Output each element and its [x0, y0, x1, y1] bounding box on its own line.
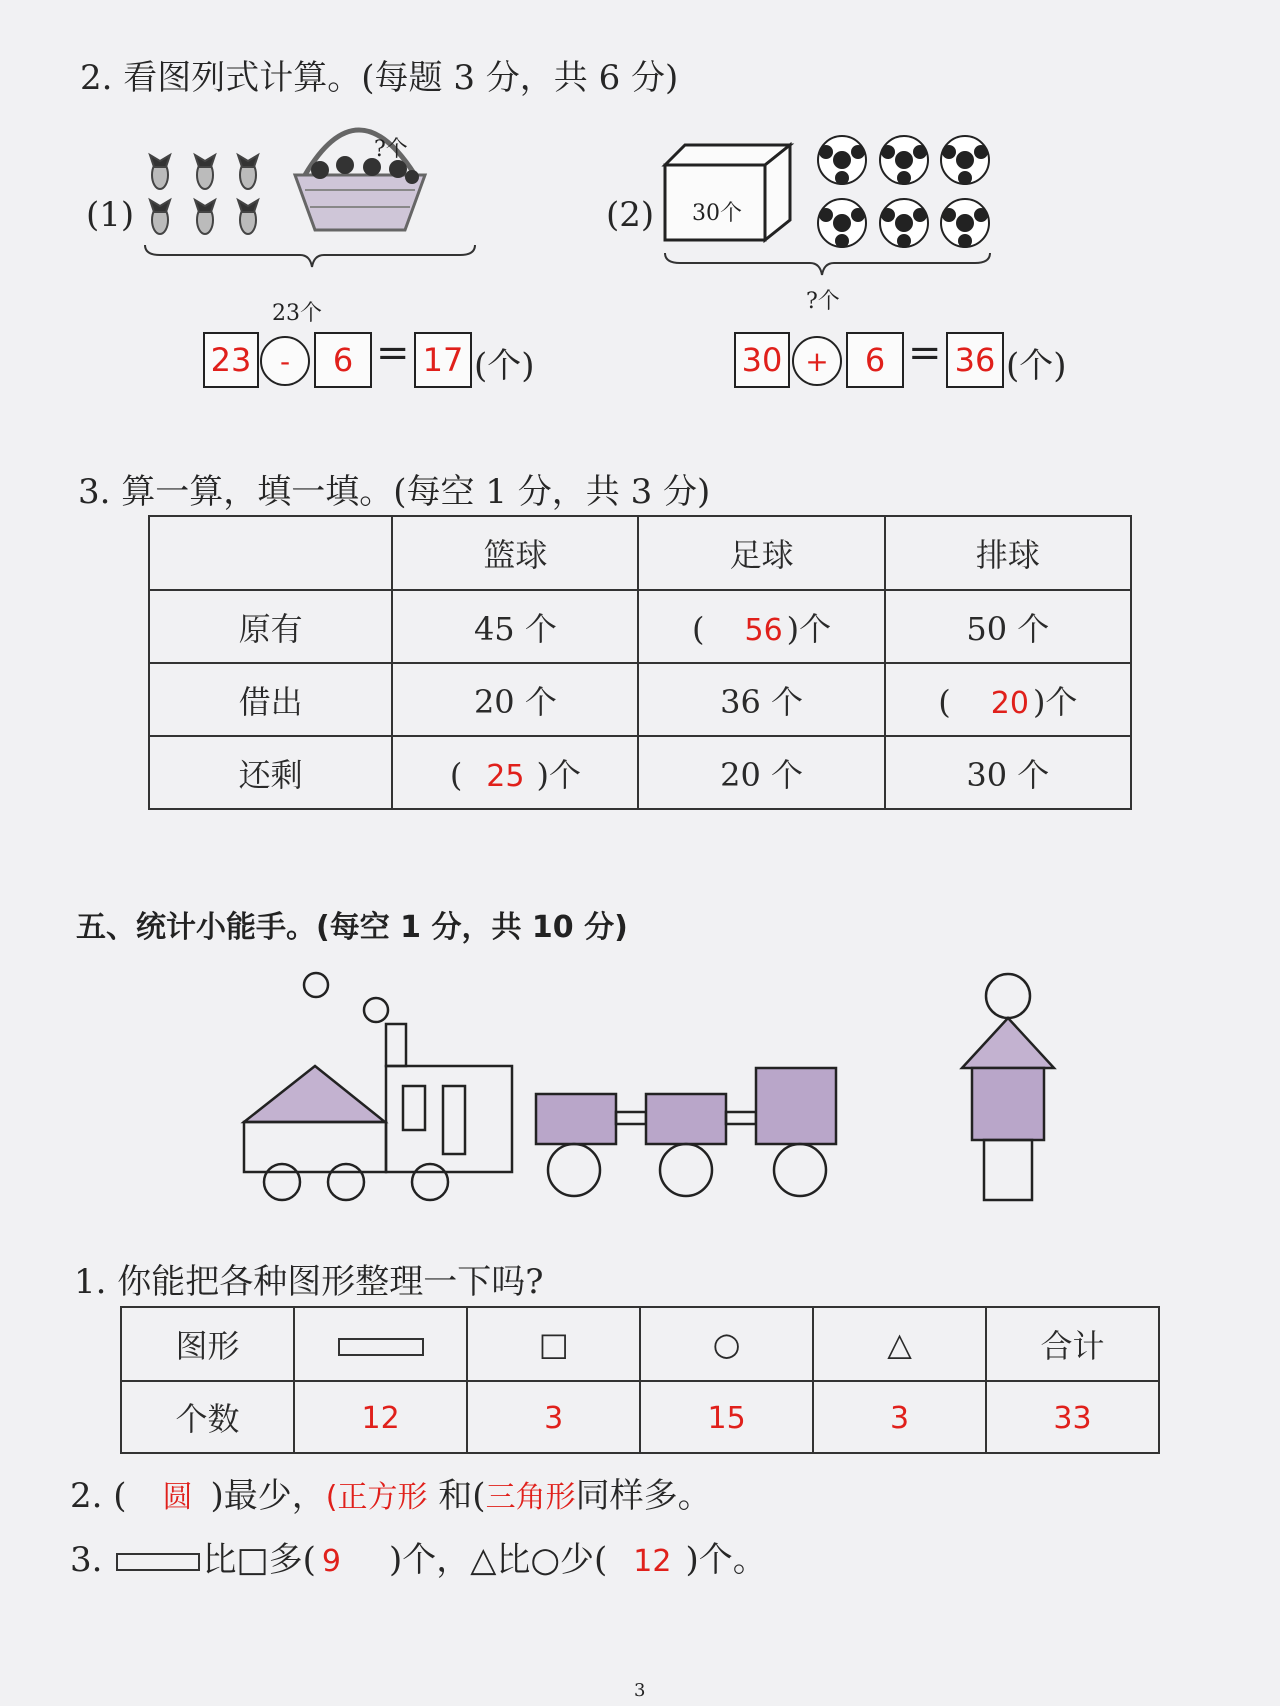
- carriage: [646, 1094, 726, 1144]
- p1-answer-a[interactable]: 23: [203, 332, 259, 388]
- q2-suffix: 同样多。: [575, 1476, 712, 1516]
- answer-value: 3: [890, 1401, 910, 1436]
- answer-cell[interactable]: [986, 1381, 1159, 1453]
- smoke-circle: [364, 998, 388, 1022]
- answer-cell[interactable]: [294, 1381, 467, 1453]
- p2-answer-b[interactable]: 6: [846, 332, 904, 388]
- p2-equals: =: [908, 330, 942, 376]
- row-label: 图形: [121, 1307, 294, 1381]
- answer-same2[interactable]: 三角形: [485, 1480, 576, 1515]
- legs-rect: [984, 1140, 1032, 1200]
- basket-unknown-label: ?个: [374, 137, 408, 162]
- header-football: 足球: [638, 516, 884, 590]
- answer-value: 25: [486, 758, 525, 794]
- s5-q1-text: 1. 你能把各种图形整理一下吗?: [74, 1262, 544, 1302]
- brace: [145, 245, 475, 267]
- shape-count-table: [120, 1306, 1160, 1454]
- table-row: [149, 663, 1131, 736]
- circle-cell: ○: [640, 1307, 813, 1381]
- box-count-label: 30个: [692, 201, 742, 226]
- answer-diff1[interactable]: 9: [321, 1544, 341, 1579]
- head-circle: [986, 974, 1030, 1018]
- window: [403, 1086, 425, 1130]
- hat-triangle: [962, 1018, 1054, 1068]
- answer-value: 56: [744, 612, 783, 648]
- p2-unit: (个): [1006, 346, 1067, 386]
- cell: 45 个: [392, 590, 638, 663]
- wheel: [548, 1144, 600, 1196]
- paren-open: (: [449, 755, 463, 794]
- rectangle-icon: [338, 1338, 424, 1356]
- answer-same1[interactable]: (正方形: [325, 1480, 428, 1515]
- p2-answer-result[interactable]: 36: [946, 332, 1004, 388]
- s5-q2: [70, 1468, 712, 1517]
- q2-p2-label: (2): [606, 195, 655, 235]
- table-row: [121, 1307, 1159, 1381]
- answer-value: 33: [1053, 1401, 1092, 1436]
- paren-open: (: [938, 682, 951, 721]
- soccer-balls: [818, 136, 866, 184]
- p2-total-label: ?个: [806, 289, 840, 314]
- q3-table: [148, 515, 1132, 810]
- carriage-square: [756, 1068, 836, 1144]
- p1-answer-b[interactable]: 6: [314, 332, 372, 388]
- header-basketball: 篮球: [392, 516, 638, 590]
- answer-value: 12: [361, 1401, 400, 1436]
- rectangle-icon: [116, 1553, 200, 1571]
- cell: 50 个: [885, 590, 1131, 663]
- s5-q3: [70, 1532, 767, 1581]
- p1-total-label: 23个: [272, 301, 322, 326]
- answer-cell[interactable]: [813, 1381, 986, 1453]
- q3-text1: 比□多(: [202, 1540, 316, 1580]
- q3-text3: )个。: [685, 1540, 767, 1580]
- q2-mid2: 和(: [427, 1476, 486, 1516]
- paren-close: )个: [786, 609, 832, 648]
- q2-mid1: )最少，: [210, 1476, 326, 1516]
- body-square: [972, 1068, 1044, 1140]
- p2-answer-a[interactable]: 30: [734, 332, 790, 388]
- answer-cell[interactable]: [640, 1381, 813, 1453]
- shapes-illustration: [230, 960, 1070, 1210]
- cell: 20 个: [392, 663, 638, 736]
- table-corner: [149, 516, 392, 590]
- p1-unit: (个): [474, 346, 535, 386]
- q3-prefix: 3.: [70, 1540, 103, 1580]
- answer-diff2[interactable]: 12: [633, 1544, 672, 1579]
- wheel: [774, 1144, 826, 1196]
- answer-value: 3: [544, 1401, 564, 1436]
- q2-p1-label: (1): [86, 195, 135, 235]
- p1-answer-result[interactable]: 17: [414, 332, 472, 388]
- answer-cell[interactable]: [638, 590, 884, 663]
- answer-least[interactable]: 圆: [162, 1480, 193, 1515]
- row-label: 借出: [149, 663, 392, 736]
- row-label: 原有: [149, 590, 392, 663]
- table-row: [149, 736, 1131, 809]
- carriage: [536, 1094, 616, 1144]
- header-volleyball: 排球: [885, 516, 1131, 590]
- smoke-circle: [304, 973, 328, 997]
- answer-cell[interactable]: [885, 663, 1131, 736]
- engine-base: [244, 1122, 386, 1172]
- chimney: [386, 1024, 406, 1066]
- answer-cell[interactable]: [392, 736, 638, 809]
- cell: 30 个: [885, 736, 1131, 809]
- section5-title: 五、统计小能手。(每空 1 分，共 10 分): [76, 910, 628, 945]
- p1-equals: =: [376, 330, 410, 376]
- q2-prefix: 2. (: [70, 1476, 127, 1516]
- p2-answer-op[interactable]: +: [792, 336, 842, 386]
- wheel: [264, 1164, 300, 1200]
- q3-title: 3. 算一算，填一填。(每空 1 分，共 3 分): [78, 472, 711, 512]
- row-label: 个数: [121, 1381, 294, 1453]
- answer-value: 15: [707, 1401, 746, 1436]
- table-header-row: [149, 516, 1131, 590]
- window: [443, 1086, 465, 1154]
- engine-cab: [386, 1066, 512, 1172]
- loose-carrots: [150, 155, 258, 234]
- wheel: [660, 1144, 712, 1196]
- triangle: [244, 1066, 385, 1122]
- q2-p1-illustration: [140, 95, 480, 295]
- rectangle-cell: [294, 1307, 467, 1381]
- cell: 20 个: [638, 736, 884, 809]
- cell: 36 个: [638, 663, 884, 736]
- total-header: 合计: [986, 1307, 1159, 1381]
- p1-answer-op[interactable]: -: [260, 336, 310, 386]
- triangle-cell: △: [813, 1307, 986, 1381]
- row-label: 还剩: [149, 736, 392, 809]
- wheel: [328, 1164, 364, 1200]
- q2-title: 2. 看图列式计算。(每题 3 分，共 6 分): [80, 58, 679, 98]
- answer-cell[interactable]: [467, 1381, 640, 1453]
- table-row: [149, 590, 1131, 663]
- q3-text2: )个，△比○少(: [388, 1540, 608, 1580]
- coupler: [616, 1112, 646, 1124]
- square-cell: □: [467, 1307, 640, 1381]
- paren-close: )个: [536, 755, 581, 794]
- wheel: [412, 1164, 448, 1200]
- table-row: [121, 1381, 1159, 1453]
- page-number: 3: [634, 1680, 646, 1701]
- answer-value: 20: [990, 685, 1029, 721]
- paren-close: )个: [1032, 682, 1078, 721]
- coupler: [726, 1112, 756, 1124]
- brace: [665, 253, 990, 275]
- paren-open: (: [692, 609, 705, 648]
